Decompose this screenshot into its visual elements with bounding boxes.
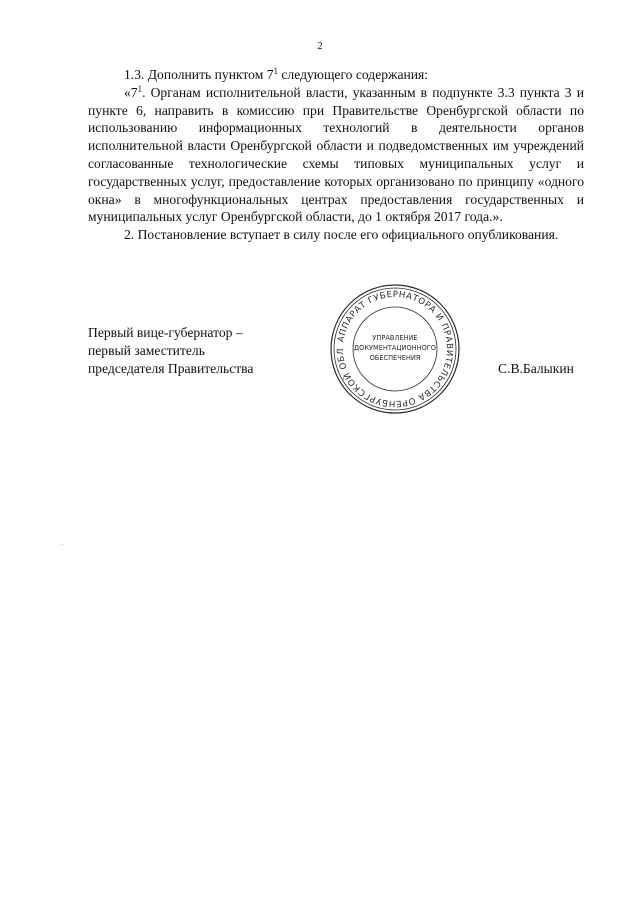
- superscript: 1: [137, 83, 143, 94]
- clause-number: «7: [124, 84, 138, 100]
- paragraph-clause-7-1: [88, 84, 584, 226]
- signer-title-line: первый заместитель: [88, 342, 205, 358]
- document-body: [88, 66, 584, 244]
- superscript: 1: [273, 66, 278, 76]
- paragraph-amendment: [88, 66, 584, 84]
- scan-speck: [62, 544, 63, 545]
- page-number: 2: [317, 40, 323, 52]
- signer-name: С.В.Балыкин: [498, 361, 574, 376]
- seal-ring-textpath: АППАРАТ ГУБЕРНАТОРА И ПРАВИТЕЛЬСТВА ОРЕНБУРГСКОЙ ОБЛ: [335, 289, 455, 409]
- paragraph-amendment-text: 1.3. Дополнить пунктом 7: [124, 67, 274, 82]
- signer-title-line: председателя Правительства: [88, 360, 254, 376]
- seal-center-line: ДОКУМЕНТАЦИОННОГО: [354, 344, 436, 352]
- paragraph-amendment-rest: следующего содержания:: [278, 67, 429, 82]
- seal-graphic: [328, 282, 462, 416]
- paragraph-effective: 2. Постановление вступает в силу после его официального опубликования.: [124, 227, 559, 243]
- clause-text: . Органам исполнительной власти, указанным в подпункте 3.3 пункта 3 и пункте 6, направить в комиссию при Правительстве Оренбургской области по использованию информационных технологий в деятельности органов исполнительной власти Оренбургской области и подведомственных им учреждений согласованные технологические схемы типовых муниципальных услуг и государственных услуг, предоставление которых организовано по принципу «одного окна» в многофункциональных центрах предоставления государственных и муниципальных услуг Оренбургской области, до 1 октября 2017 года.».: [88, 84, 584, 225]
- seal-center-line: ОБЕСПЕЧЕНИЯ: [369, 354, 421, 362]
- seal-center-line: УПРАВЛЕНИЕ: [372, 334, 418, 342]
- signer-title: [88, 324, 253, 377]
- official-seal-stamp: [328, 282, 462, 416]
- signer-title-line: Первый вице-губернатор –: [88, 325, 243, 340]
